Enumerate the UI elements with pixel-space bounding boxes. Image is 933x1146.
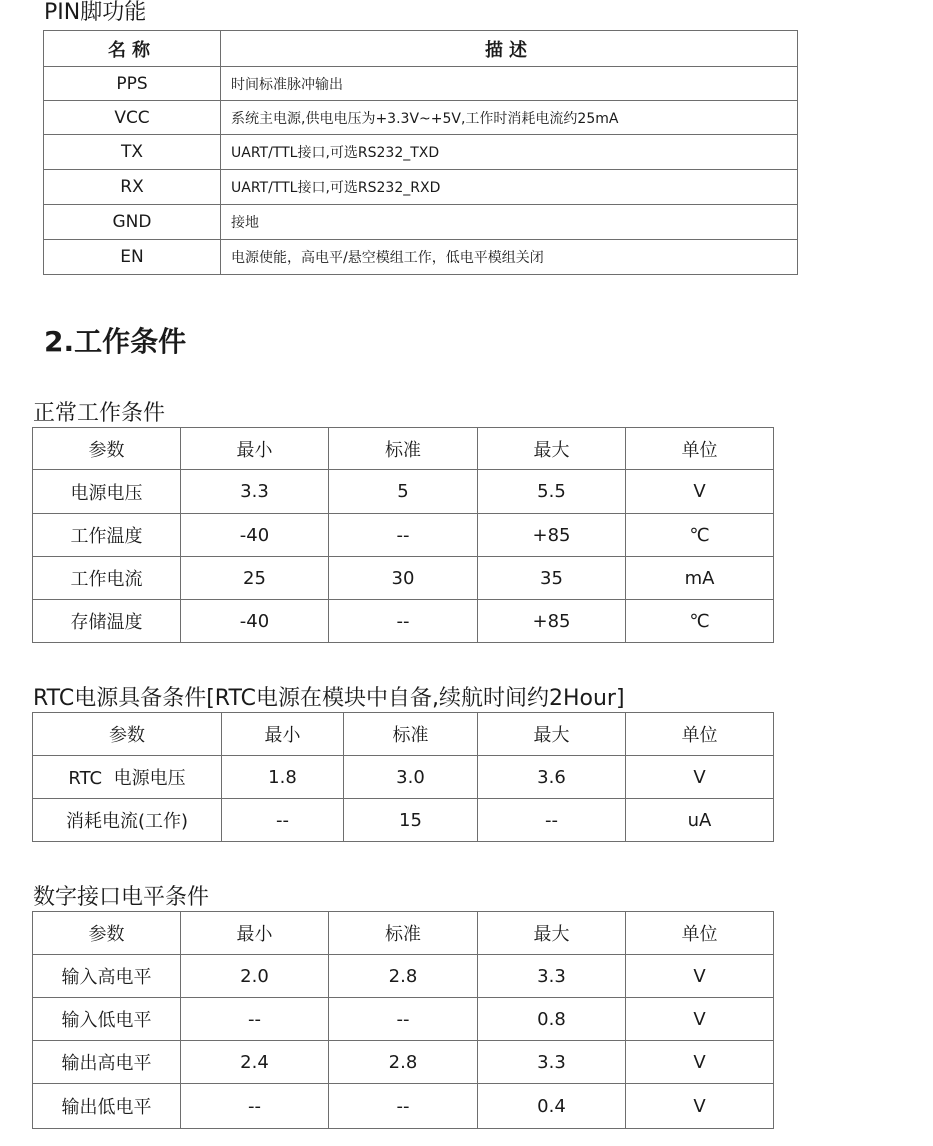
normal-caption: 正常工作条件 [33,401,166,426]
header-min: 最小 [181,428,329,470]
typ-cell: 5 [329,470,478,514]
max-cell: 3.3 [478,955,626,998]
header-param: 参数 [33,912,181,955]
param-cell: 输出高电平 [33,1041,181,1084]
header-max: 最大 [478,713,626,756]
typ-cell: 30 [329,557,478,600]
table-row [44,205,798,240]
min-cell: 25 [181,557,329,600]
param-cell: 电源电压 [33,470,181,514]
typ-cell: 2.8 [329,1041,478,1084]
header-min: 最小 [181,912,329,955]
param-cell: 输入高电平 [33,955,181,998]
max-cell: 0.8 [478,998,626,1041]
typ-cell: 15 [344,799,478,842]
header-typ: 标准 [329,912,478,955]
unit-cell: V [626,470,774,514]
header-param: 参数 [33,713,222,756]
table-row [33,756,774,799]
pin-description: 系统主电源,供电电压为+3.3V~+5V,工作时消耗电流约25mA [221,101,798,135]
typ-cell: 3.0 [344,756,478,799]
param-cell: 工作电流 [33,557,181,600]
unit-cell: V [626,998,774,1041]
pin-name: TX [44,135,221,170]
table-header-row [44,31,798,67]
pin-function-table [43,30,798,275]
pin-description: 时间标准脉冲输出 [221,67,798,101]
rtc-caption: RTC电源具备条件[RTC电源在模块中自备,续航时间约2Hour] [33,686,625,711]
table-row [33,600,774,643]
param-cell: RTC 电源电压 [33,756,222,799]
unit-cell: uA [626,799,774,842]
digital-caption: 数字接口电平条件 [33,885,210,910]
header-min: 最小 [222,713,344,756]
param-cell: 输出低电平 [33,1084,181,1129]
table-row [33,557,774,600]
max-cell: 0.4 [478,1084,626,1129]
pin-name: EN [44,240,221,275]
header-typ: 标准 [344,713,478,756]
rtc-conditions-table [32,712,774,842]
table-row [44,240,798,275]
unit-cell: V [626,955,774,998]
table-row [33,799,774,842]
unit-cell: V [626,756,774,799]
max-cell: 5.5 [478,470,626,514]
min-cell: -40 [181,600,329,643]
table-header-row [33,912,774,955]
table-row [33,470,774,514]
unit-cell: ℃ [626,600,774,643]
pin-name: PPS [44,67,221,101]
typ-cell: -- [329,600,478,643]
pin-caption: PIN脚功能 [44,0,147,25]
typ-cell: -- [329,998,478,1041]
min-cell: 3.3 [181,470,329,514]
unit-cell: V [626,1041,774,1084]
table-header-row [33,713,774,756]
typ-cell: 2.8 [329,955,478,998]
table-row [33,514,774,557]
pin-description: UART/TTL接口,可选RS232_TXD [221,135,798,170]
header-param: 参数 [33,428,181,470]
param-cell: 工作温度 [33,514,181,557]
table-row [33,1041,774,1084]
max-cell: +85 [478,514,626,557]
table-header-row [33,428,774,470]
header-typ: 标准 [329,428,478,470]
normal-conditions-table [32,427,774,643]
max-cell: +85 [478,600,626,643]
header-unit: 单位 [626,912,774,955]
table-row [33,998,774,1041]
pin-description: 电源使能，高电平/悬空模组工作，低电平模组关闭 [221,240,798,275]
pin-name: RX [44,170,221,205]
max-cell: 3.3 [478,1041,626,1084]
param-cell: 存储温度 [33,600,181,643]
min-cell: -- [222,799,344,842]
max-cell: -- [478,799,626,842]
pin-name: VCC [44,101,221,135]
table-row [44,101,798,135]
min-cell: 2.0 [181,955,329,998]
typ-cell: -- [329,1084,478,1129]
min-cell: -- [181,998,329,1041]
unit-cell: mA [626,557,774,600]
max-cell: 3.6 [478,756,626,799]
pin-description: UART/TTL接口,可选RS232_RXD [221,170,798,205]
header-max: 最大 [478,428,626,470]
pin-description: 接地 [221,205,798,240]
table-row [44,67,798,101]
header-description: 描述 [221,31,798,67]
min-cell: 1.8 [222,756,344,799]
table-row [44,135,798,170]
header-unit: 单位 [626,428,774,470]
table-row [44,170,798,205]
digital-levels-table [32,911,774,1129]
param-cell: 输入低电平 [33,998,181,1041]
param-cell: 消耗电流(工作) [33,799,222,842]
table-row [33,955,774,998]
header-name: 名称 [44,31,221,67]
min-cell: 2.4 [181,1041,329,1084]
unit-cell: V [626,1084,774,1129]
typ-cell: -- [329,514,478,557]
max-cell: 35 [478,557,626,600]
unit-cell: ℃ [626,514,774,557]
min-cell: -40 [181,514,329,557]
section-title: 2.工作条件 [44,325,187,358]
header-unit: 单位 [626,713,774,756]
min-cell: -- [181,1084,329,1129]
pin-name: GND [44,205,221,240]
table-row [33,1084,774,1129]
header-max: 最大 [478,912,626,955]
